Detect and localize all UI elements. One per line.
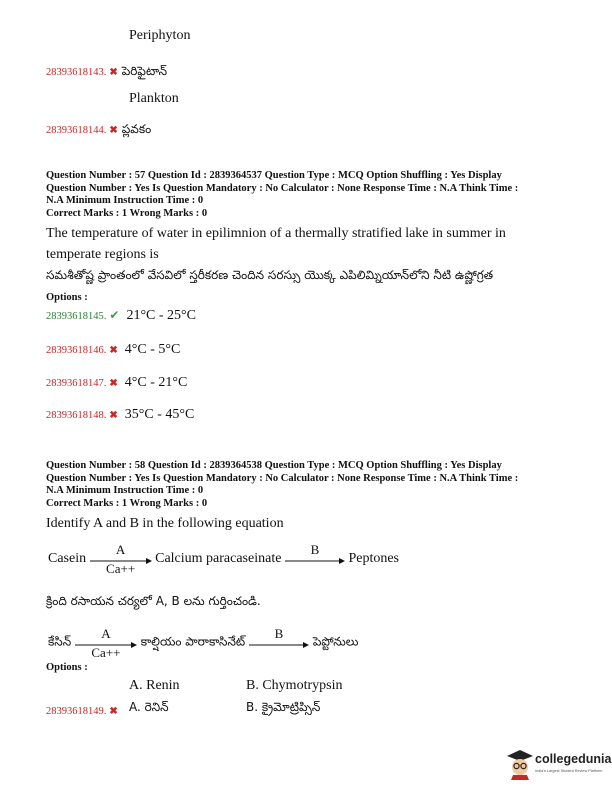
eq-arrow-label-top: B [310, 542, 320, 557]
option-text: 4°C - 5°C [124, 342, 181, 357]
eq-intermediate: Calcium paracaseinate [155, 551, 282, 566]
option-id: 28393618144. [46, 125, 107, 136]
q58-option-1-row [46, 701, 118, 719]
prev-option-1-row [46, 62, 167, 81]
cross-icon: ✖ [109, 125, 118, 136]
eq-arrow-1 [90, 544, 152, 574]
eq-arrow-2 [249, 628, 309, 658]
option-id: 28393618146. [46, 345, 107, 356]
q58-options-label: Options : [46, 662, 88, 673]
q57-option-2 [46, 340, 180, 358]
eq-arrow-1 [75, 628, 137, 658]
eq-arrow-label-top: A [101, 626, 111, 641]
mascot-icon [507, 750, 533, 780]
q58-option-1-te-a: A. రెనిన్ [129, 700, 169, 714]
q57-option-3 [46, 373, 187, 391]
prev-option-2-en: Plankton [129, 91, 179, 106]
eq-arrow-2 [285, 544, 345, 574]
logo-name: collegedunia [535, 752, 612, 766]
cross-icon: ✖ [109, 378, 118, 389]
q58-meta [46, 460, 606, 510]
q58-meta-line3: N.A Minimum Instruction Time : 0 [46, 485, 204, 496]
q57-question-en [46, 223, 606, 265]
q57-meta-line3: N.A Minimum Instruction Time : 0 [46, 195, 204, 206]
q57-question-te: సమశీతోష్ణ ప్రాంతంలో వేసవిలో స్తరీకరణ చెందిన సరస్సు యొక్క ఎపిలిమ్నియాన్‌లోని నీటి ఉష్ణోగ్రత [46, 268, 494, 282]
eq-arrow-label-bottom: Ca++ [106, 561, 136, 576]
eq-arrow-label-top: B [274, 626, 284, 641]
q57-marks: Correct Marks : 1 Wrong Marks : 0 [46, 207, 208, 219]
arrow-right-icon [285, 558, 345, 564]
prev-option-2-te: ప్లవకం [121, 122, 152, 136]
option-text: 35°C - 45°C [124, 407, 195, 422]
eq-reactant: కేసిన్ [48, 634, 72, 649]
q57-meta-line2: Question Number : Yes Is Question Mandatory : No Calculator : None Response Time : N.A Think Time : [46, 182, 519, 194]
q58-option-1-en-a: A. Renin [129, 678, 180, 693]
option-id: 28393618143. [46, 67, 107, 78]
cross-icon: ✖ [109, 345, 118, 356]
option-id: 28393618145. [46, 311, 107, 322]
q58-question-en: Identify A and B in the following equation [46, 516, 284, 531]
eq-intermediate: కాల్షియం పారాకాసినేట్ [140, 634, 246, 649]
q58-meta-line2: Question Number : Yes Is Question Mandatory : No Calculator : None Response Time : N.A Think Time : [46, 472, 519, 484]
q58-equation-en [48, 544, 399, 574]
arrow-right-icon [249, 642, 309, 648]
eq-product: పెప్టోనులు [312, 634, 359, 649]
prev-option-2-row [46, 120, 151, 139]
eq-arrow-label-top: A [115, 542, 126, 557]
eq-reactant: Casein [48, 551, 87, 566]
q58-question-te: క్రింది రసాయన చర్యలో A, B లను గుర్తించండి. [46, 594, 261, 608]
q57-question-line2: temperate regions is [46, 247, 159, 262]
q57-question-line1: The temperature of water in epilimnion of a thermally stratified lake in summer in [46, 226, 506, 241]
q58-option-1-te-b: B. క్రైమోట్రిప్సిన్ [246, 700, 321, 714]
prev-option-1-en: Periphyton [129, 28, 191, 43]
q58-option-1-en-b: B. Chymotrypsin [246, 678, 343, 693]
cross-icon: ✖ [109, 706, 118, 717]
q57-option-4 [46, 405, 194, 423]
logo-tagline: India's Largest Student Review Platform [535, 769, 603, 773]
eq-arrow-label-bottom: Ca++ [91, 645, 121, 660]
q58-marks: Correct Marks : 1 Wrong Marks : 0 [46, 497, 208, 509]
q57-option-1 [46, 306, 196, 324]
q57-meta [46, 170, 606, 220]
option-id: 28393618147. [46, 378, 107, 389]
option-id: 28393618149. [46, 706, 107, 717]
option-text: 21°C - 25°C [126, 308, 196, 323]
option-text: 4°C - 21°C [124, 375, 188, 390]
q57-meta-line1: Question Number : 57 Question Id : 2839364537 Question Type : MCQ Option Shuffling : Yes Display [46, 170, 502, 181]
cross-icon: ✖ [109, 67, 118, 78]
q57-options-label: Options : [46, 292, 88, 303]
q58-meta-line1: Question Number : 58 Question Id : 2839364538 Question Type : MCQ Option Shuffling : Yes Display [46, 460, 502, 471]
prev-option-1-te: పెరిఫైటాన్ [121, 64, 168, 78]
q58-equation-te [48, 628, 358, 658]
option-id: 28393618148. [46, 410, 107, 421]
cross-icon: ✖ [109, 410, 118, 421]
collegedunia-logo [507, 748, 612, 784]
eq-product: Peptones [348, 551, 399, 566]
check-icon: ✔ [109, 308, 120, 322]
